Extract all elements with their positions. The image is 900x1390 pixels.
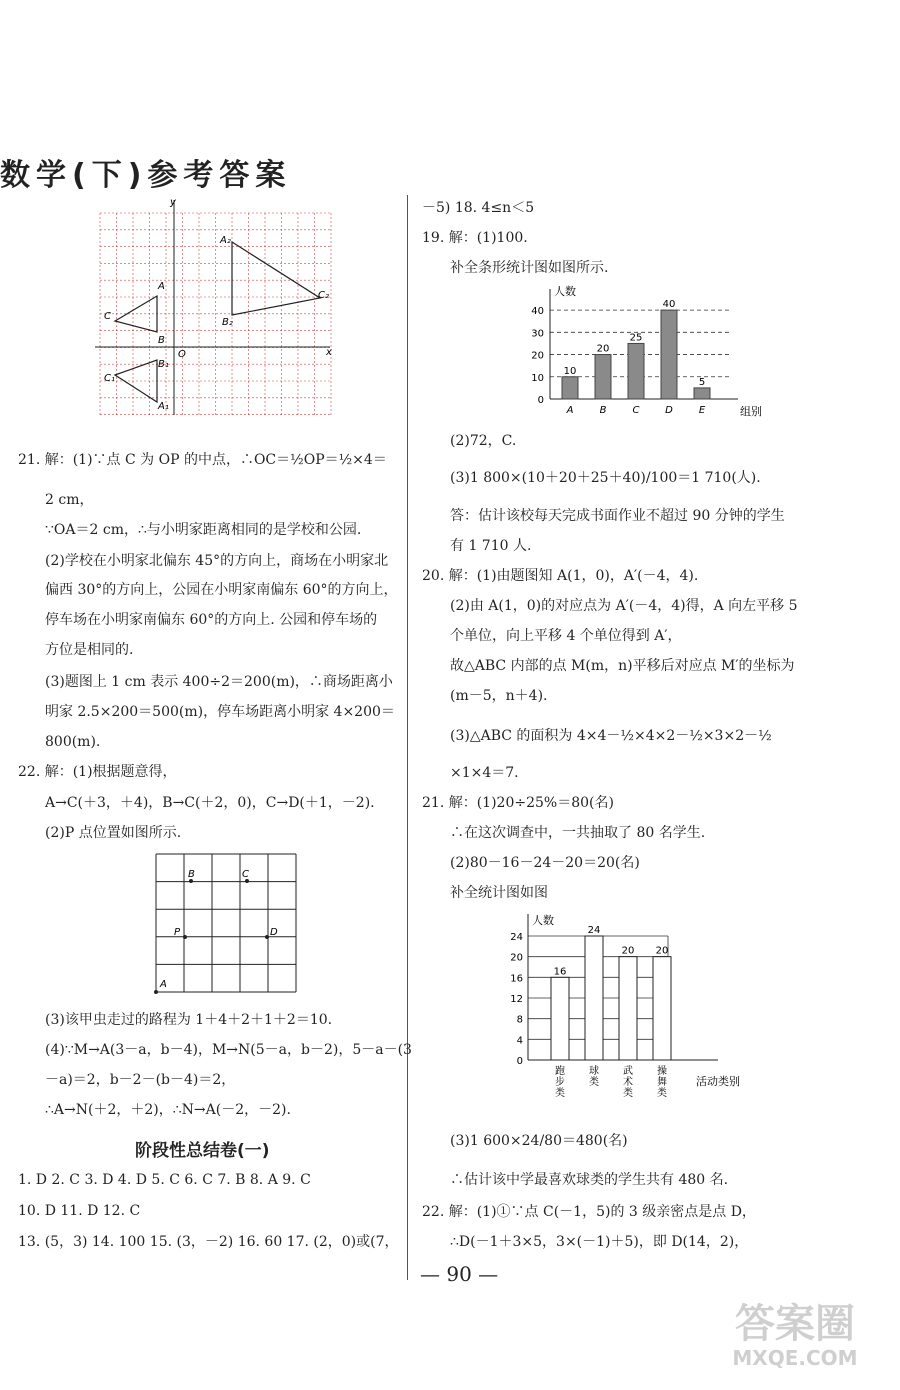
text-line: ∴在这次调查中，一共抽取了 80 名学生. — [450, 825, 706, 841]
section-title: 阶段性总结卷(一) — [135, 1141, 270, 1161]
y-tick-label: 10 — [531, 372, 544, 384]
text-line: 补全统计图如图 — [450, 885, 548, 901]
coordinate-grid-figure — [90, 195, 340, 420]
x-tick-label: 球类 — [589, 1066, 599, 1088]
point-label: A — [160, 979, 167, 990]
point-label: A₂ — [220, 235, 231, 246]
bar-value-label: 10 — [563, 365, 577, 377]
point-label: C₁ — [104, 373, 115, 384]
watermark-url: MXQE.COM — [732, 1346, 858, 1370]
text-line: 800(m). — [45, 734, 101, 750]
bar-value-label: 20 — [596, 343, 610, 355]
x-axis-title: 组别 — [740, 405, 762, 418]
bar — [595, 355, 611, 399]
bar-value-label: 5 — [698, 376, 706, 388]
x-tick-label: D — [665, 405, 673, 416]
text-line: 补全条形统计图如图所示. — [450, 260, 609, 276]
text-line: (2)80－16－24－20＝20(名) — [450, 855, 640, 871]
bar-value-label: 20 — [621, 945, 635, 957]
watermark-logo — [710, 1302, 880, 1382]
bar — [653, 957, 671, 1060]
text-line: (2)由 A(1，0)的对应点为 A′(－4，4)得，A 向左平移 5 — [450, 598, 798, 614]
text-line: 有 1 710 人. — [450, 538, 532, 554]
text-line: 明家 2.5×200＝500(m)，停车场距离小明家 4×200＝ — [45, 704, 395, 720]
y-tick-label: 8 — [516, 1014, 523, 1026]
point-label: B₁ — [158, 359, 169, 370]
point-label: D — [270, 927, 278, 938]
bar-chart-homework-time — [510, 283, 762, 418]
text-line: 故△ABC 内部的点 M(m，n)平移后对应点 M′的坐标为 — [450, 658, 795, 674]
text-line: (m－5，n＋4). — [450, 688, 548, 704]
y-tick-label: 40 — [531, 306, 544, 318]
page-title: 数学(下)参考答案 — [0, 158, 292, 193]
y-tick-label: 16 — [510, 973, 523, 985]
origin-label: O — [178, 349, 186, 360]
text-line: ∵OA＝2 cm，∴与小明家距离相同的是学校和公园. — [45, 522, 362, 538]
bar-value-label: 40 — [662, 299, 676, 311]
point-label: A₁ — [158, 401, 169, 412]
y-axis-title: 人数 — [532, 914, 554, 927]
point-label: B₂ — [222, 317, 233, 328]
text-line: (3)该甲虫走过的路程为 1＋4＋2＋1＋2＝10. — [45, 1012, 333, 1028]
text-line: ∴D(－1＋3×5，3×(－1)＋5)，即 D(14，2)， — [450, 1234, 749, 1250]
bar-chart-activity — [495, 910, 755, 1115]
text-line: 20. 解：(1)由题图知 A(1，0)，A′(－4，4). — [422, 568, 699, 584]
bar-value-label: 16 — [553, 966, 567, 978]
y-tick-label: 20 — [510, 952, 523, 964]
bar — [585, 936, 603, 1060]
text-line: 停车场在小明家南偏东 60°的方向上. 公园和停车场的 — [45, 612, 378, 628]
text-line: (3)1 800×(10＋20＋25＋40)/100＝1 710(人). — [450, 470, 761, 486]
point-label: C — [242, 869, 249, 880]
point-label: P — [174, 927, 181, 938]
y-tick-label: 24 — [510, 932, 523, 943]
x-tick-label: 跑步类 — [555, 1066, 565, 1099]
text-line: －a)＝2，b－2－(b－4)＝2， — [45, 1072, 236, 1088]
watermark-text: 答案圈 — [735, 1301, 855, 1347]
x-axis-label: x — [326, 347, 332, 358]
text-line: 22. 解：(1)①∵点 C(－1，5)的 3 级亲密点是点 D， — [422, 1204, 756, 1220]
text-line: 19. 解：(1)100. — [422, 230, 528, 246]
answer-line: 10. D 11. D 12. C — [18, 1203, 141, 1219]
y-tick-label: 0 — [516, 1056, 523, 1067]
point-label: C — [104, 311, 111, 322]
text-line: (3)△ABC 的面积为 4×4－½×4×2－½×3×2－½ — [450, 728, 772, 744]
bar — [694, 388, 710, 399]
text-line: (2)P 点位置如图所示. — [45, 825, 182, 841]
text-line: A→C(＋3，＋4)，B→C(＋2，0)，C→D(＋1，－2). — [45, 795, 375, 811]
text-line: 2 cm， — [45, 492, 94, 508]
x-tick-label: 操舞类 — [657, 1066, 667, 1099]
y-axis-title: 人数 — [554, 285, 576, 298]
text-line: 22. 解：(1)根据题意得， — [18, 764, 177, 780]
y-tick-label: 30 — [531, 328, 544, 340]
x-axis-title: 活动类别 — [696, 1075, 740, 1088]
x-tick-label: 武术类 — [623, 1066, 633, 1099]
column-divider — [407, 195, 408, 1280]
x-tick-label: E — [698, 405, 706, 416]
text-line: 21. 解：(1)∵点 C 为 OP 的中点，∴OC＝½OP＝½×4＝ — [18, 452, 387, 468]
y-tick-label: 12 — [510, 994, 523, 1005]
y-tick-label: 20 — [531, 350, 544, 362]
text-line: ×1×4＝7. — [450, 765, 519, 781]
text-line: (2)72，C. — [450, 433, 517, 449]
text-line: 个单位，向上平移 4 个单位得到 A′， — [450, 628, 682, 644]
bar — [619, 957, 637, 1060]
text-line: (3)题图上 1 cm 表示 400÷2＝200(m)，∴商场距离小 — [45, 674, 393, 690]
text-line: (3)1 600×24/80＝480(名) — [450, 1133, 628, 1149]
bar — [628, 343, 644, 399]
text-line: 方位是相同的. — [45, 642, 134, 658]
x-tick-label: A — [566, 405, 574, 416]
bar — [661, 310, 677, 399]
point-label: B — [158, 335, 165, 346]
x-tick-label: B — [599, 405, 607, 416]
beetle-grid-figure — [150, 852, 300, 997]
y-tick-label: 4 — [516, 1035, 523, 1047]
bar — [562, 377, 578, 399]
text-line: －5) 18. 4≤n＜5 — [422, 200, 535, 216]
x-tick-label: C — [632, 405, 640, 416]
text-line: 偏西 30°的方向上，公园在小明家南偏东 60°的方向上， — [45, 582, 398, 598]
bar-value-label: 24 — [587, 925, 601, 936]
y-axis-label: y — [170, 197, 176, 208]
bar-value-label: 20 — [655, 945, 669, 957]
page-number: — 90 — — [420, 1262, 499, 1286]
text-line: ∴估计该中学最喜欢球类的学生共有 480 名. — [450, 1172, 729, 1188]
point-label: C₂ — [318, 290, 329, 301]
text-line: (2)学校在小明家北偏东 45°的方向上，商场在小明家北 — [45, 553, 389, 569]
point-label: B — [188, 869, 195, 880]
answer-line: 1. D 2. C 3. D 4. D 5. C 6. C 7. B 8. A 9. C — [18, 1172, 311, 1188]
bar-value-label: 25 — [629, 332, 643, 344]
answer-line: 13. (5，3) 14. 100 15. (3，－2) 16. 60 17. (2，0)或(7， — [18, 1234, 399, 1250]
text-line: 答：估计该校每天完成书面作业不超过 90 分钟的学生 — [450, 508, 785, 524]
text-line: 21. 解：(1)20÷25%＝80(名) — [422, 795, 614, 811]
bar — [551, 977, 569, 1060]
y-tick-label: 0 — [537, 395, 544, 406]
text-line: ∴A→N(＋2，＋2)，∴N→A(－2，－2). — [45, 1102, 291, 1118]
point-label: A — [158, 281, 165, 292]
text-line: (4)∵M→A(3－a，b－4)，M→N(5－a，b－2)，5－a－(3 — [45, 1042, 412, 1058]
